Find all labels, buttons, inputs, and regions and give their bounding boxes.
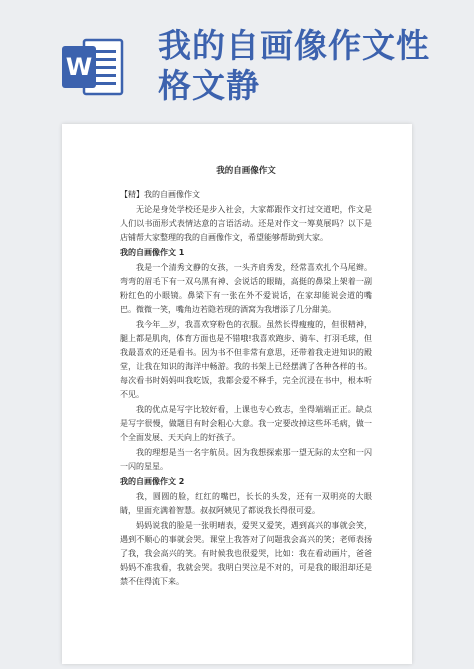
paragraph: 我，圆圆的脸，红红的嘴巴，长长的头发，还有一双明亮的大眼睛，里面充满着智慧。叔叔阿姨见了都说我长得很可爱。 <box>120 492 372 515</box>
page-heading: 我的自画像作文 <box>216 166 276 176</box>
paragraph: 无论是身处学校还是步入社会，大家都跟作文打过交道吧，作文是人们以书面形式表情达意的言语活动。还是对作文一筹莫展吗？以下是店铺帮大家整理的我的自画像作文，希望能够帮助到大家。 <box>120 205 372 242</box>
paragraph: 我今年＿岁，我喜欢穿粉色的衣服。虽然长得瘦瘦的，但很精神，腿上都是肌肉，体育方面也是不错哦!我喜欢跑步、骑车、打羽毛球，但我最喜欢的还是看书。因为书不但非常有意思，还带着我走进知识的殿堂，让我在知识的海洋中畅游。我的书架上已经摆满了各种各样的书。每次看书时妈妈叫我吃饭，我都会爱不释手，完全沉浸在书中，根本听不见。 <box>120 320 372 399</box>
title-line-1: 我的自画像作文性 <box>158 26 430 65</box>
document-title <box>158 26 458 106</box>
section-heading: 我的自画像作文 2 <box>120 477 185 486</box>
title-line-2: 格文静 <box>158 66 260 105</box>
paragraph: 我是一个清秀文静的女孩，一头齐肩秀发，经常喜欢扎个马尾辫。弯弯的眉毛下有一双乌黑有神、会说话的眼睛，高挺的鼻梁上架着一副粉红色的小眼镜。鼻梁下有一张在外不爱说话，在家却能说会道的嘴巴。微微一笑，嘴角边若隐若现的酒窝为我增添了几分甜美。 <box>120 263 372 314</box>
paragraph: 妈妈说我的脸是一张明晴表，爱哭又爱笑，遇到高兴的事就会笑，遇到不顺心的事就会哭。课堂上我答对了问题我会高兴的笑；老师表扬了我，我会高兴的笑。有时候我也很爱哭，比如：我在看动画片，爸爸妈妈不准我看，我就会哭。我明白哭泣是不对的，可是我的眼泪却还是禁不住得流下来。 <box>120 521 372 586</box>
page-content <box>120 164 372 590</box>
banner <box>0 0 474 125</box>
paragraph: 我的理想是当一名宇航员。因为我想探索那一望无际的太空和一闪一闪的星星。 <box>120 448 372 471</box>
paragraph: 我的优点是写字比较好看，上课也专心致志，坐得端端正正。缺点是写字很慢，做题目有时会粗心大意。我一定要改掉这些坏毛病，做一个全面发展、天天向上的好孩子。 <box>120 405 372 442</box>
section-heading: 我的自画像作文 1 <box>120 248 185 257</box>
word-document-icon <box>62 36 124 98</box>
document-page <box>62 124 412 664</box>
paragraph: 【精】我的自画像作文 <box>120 190 200 199</box>
paragraph-list <box>120 188 372 589</box>
logo-letter: W <box>65 53 93 81</box>
